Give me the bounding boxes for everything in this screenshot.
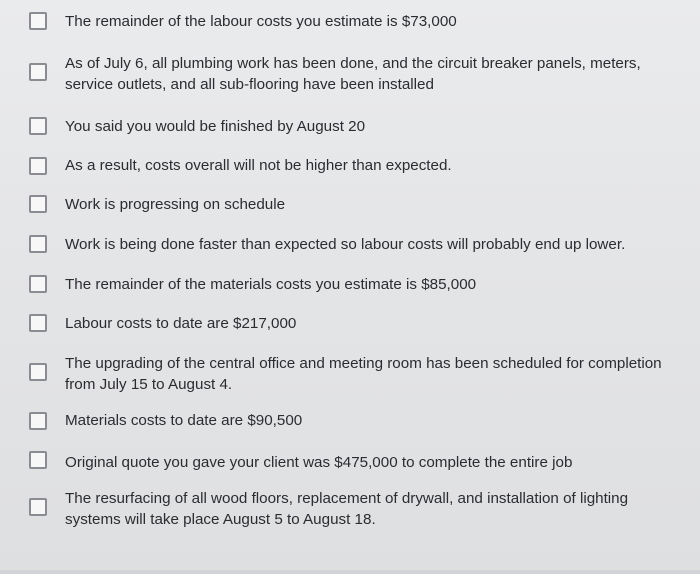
option-label: Work is progressing on schedule — [65, 196, 286, 213]
checkbox[interactable] — [29, 235, 47, 253]
checkbox[interactable] — [29, 451, 47, 469]
option-label: As a result, costs overall will not be higher than expected. — [65, 157, 452, 174]
checkbox[interactable] — [29, 363, 47, 381]
checkbox[interactable] — [29, 275, 47, 293]
option-label: Work is being done faster than expected so labour costs will probably end up lower. — [65, 236, 626, 253]
option-label: Original quote you gave your client was $475,000 to complete the entire job — [65, 454, 573, 471]
option-label: Materials costs to date are $90,500 — [65, 412, 303, 429]
option-label: The remainder of the materials costs you estimate is $85,000 — [65, 276, 477, 293]
option-label: You said you would be finished by August 20 — [65, 118, 366, 135]
checkbox[interactable] — [29, 314, 47, 332]
checkbox[interactable] — [29, 63, 47, 81]
bottom-divider — [0, 570, 700, 574]
option-label: The upgrading of the central office and meeting room has been scheduled for completion from July 15 to August 4. — [65, 355, 662, 393]
option-label: As of July 6, all plumbing work has been done, and the circuit breaker panels, meters, service outlets, and all sub-flooring have been installed — [65, 55, 641, 93]
checkbox[interactable] — [29, 117, 47, 135]
checkbox[interactable] — [29, 195, 47, 213]
checkbox[interactable] — [29, 412, 47, 430]
checkbox[interactable] — [29, 12, 47, 30]
option-label: The resurfacing of all wood floors, replacement of drywall, and installation of lighting systems will take place August 5 to August 18. — [65, 490, 629, 528]
option-label: The remainder of the labour costs you estimate is $73,000 — [65, 13, 457, 30]
option-label: Labour costs to date are $217,000 — [65, 315, 297, 332]
checkbox[interactable] — [29, 157, 47, 175]
checkbox[interactable] — [29, 498, 47, 516]
